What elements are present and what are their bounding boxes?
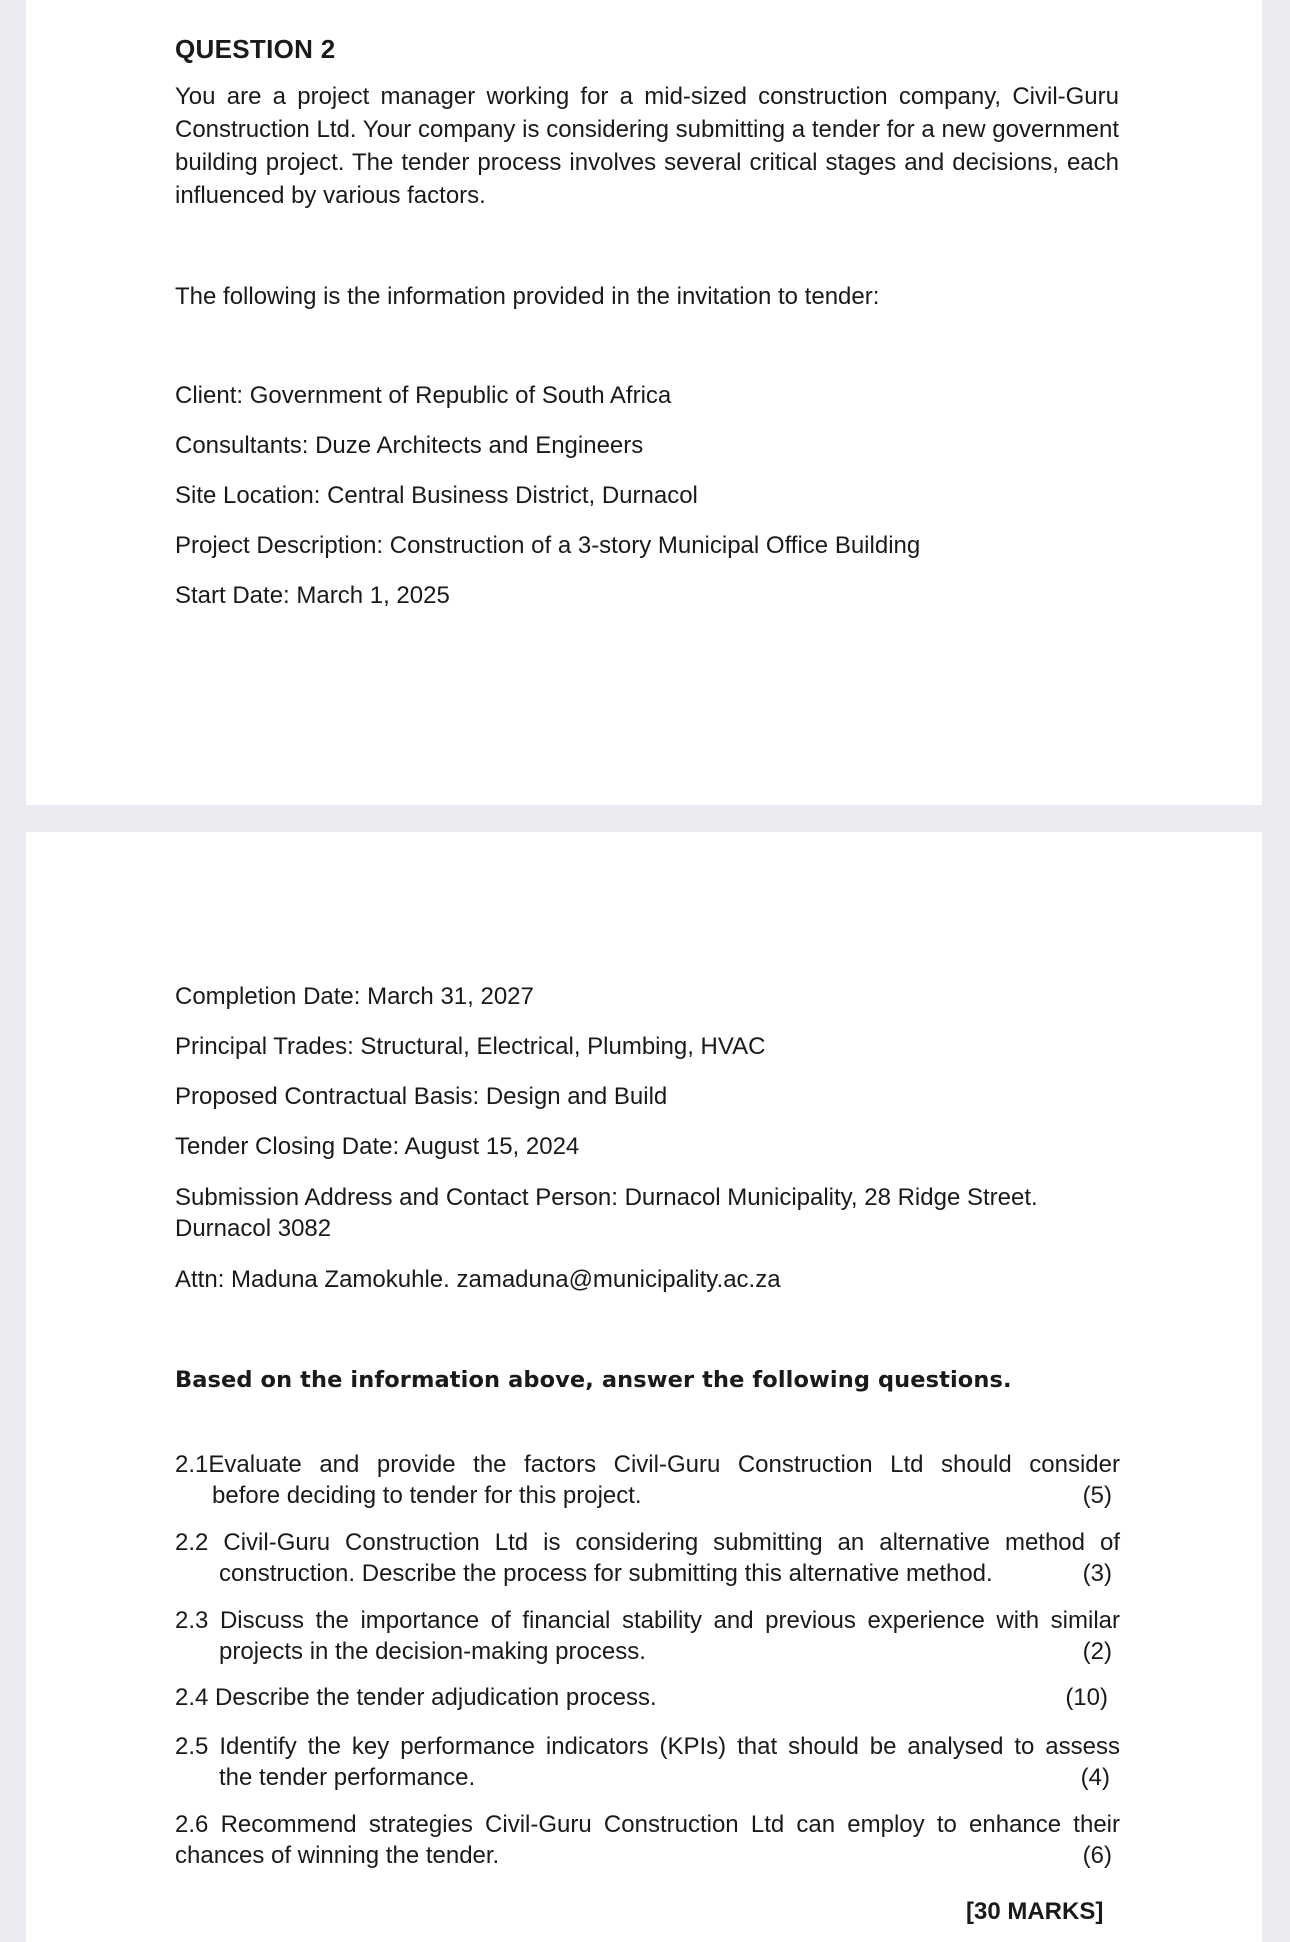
question-marks: (5): [1082, 1482, 1112, 1509]
question-number: 2.4: [175, 1684, 209, 1711]
question-2-4: [175, 1682, 1120, 1713]
question-2-1: [175, 1449, 1120, 1511]
question-2-3: [175, 1605, 1120, 1667]
answer-instruction: Based on the information above, answer the following questions.: [175, 1367, 1012, 1393]
field-consultants: Consultants: Duze Architects and Engineers: [175, 432, 644, 459]
field-tender-closing-date: Tender Closing Date: August 15, 2024: [175, 1133, 580, 1160]
field-completion-date: Completion Date: March 31, 2027: [175, 983, 534, 1010]
question-number: 2.2: [175, 1529, 209, 1556]
question-text: Describe the tender adjudication process.: [215, 1684, 657, 1711]
question-text: Discuss the importance of financial stability and previous experience with similar: [219, 1607, 1120, 1634]
field-submission-address: Submission Address and Contact Person: Durnacol Municipality, 28 Ridge Street.: [175, 1184, 1038, 1211]
field-contractual-basis: Proposed Contractual Basis: Design and Build: [175, 1083, 668, 1110]
question-heading: QUESTION 2: [175, 34, 336, 64]
question-text-cont: projects in the decision-making process.: [219, 1638, 646, 1665]
question-text-cont: the tender performance.: [219, 1764, 476, 1791]
question-text: Evaluate and provide the factors Civil-Guru Construction Ltd should consider: [208, 1451, 1120, 1478]
question-number: 2.6: [175, 1811, 209, 1838]
document-page-1: [26, 0, 1262, 805]
question-2-6: [175, 1809, 1120, 1871]
field-start-date: Start Date: March 1, 2025: [175, 582, 450, 609]
field-attention: Attn: Maduna Zamokuhle. zamaduna@municipality.ac.za: [175, 1266, 781, 1293]
scenario-paragraph: You are a project manager working for a mid-sized construction company, Civil-Guru Construction Ltd. Your company is considering submitting a tender for a new government building project. The tender process involves several critical stages and decisions, each influenced by various factors.: [175, 83, 1119, 209]
question-text-cont: before deciding to tender for this project.: [212, 1482, 642, 1509]
question-text: Civil-Guru Construction Ltd is considering submitting an alternative method of: [223, 1529, 1121, 1556]
question-number: 2.1: [175, 1451, 209, 1478]
question-2-5: [175, 1731, 1120, 1793]
field-client: Client: Government of Republic of South Africa: [175, 382, 672, 409]
question-marks: (10): [1065, 1684, 1108, 1711]
question-marks: (3): [1082, 1560, 1112, 1587]
field-project-description: Project Description: Construction of a 3-story Municipal Office Building: [175, 532, 921, 559]
question-number: 2.3: [175, 1607, 209, 1634]
field-site-location: Site Location: Central Business District, Durnacol: [175, 482, 698, 509]
question-marks: (2): [1082, 1638, 1112, 1665]
total-marks: [30 MARKS]: [966, 1898, 1104, 1925]
question-text-cont: construction. Describe the process for submitting this alternative method.: [219, 1560, 993, 1587]
field-principal-trades: Principal Trades: Structural, Electrical, Plumbing, HVAC: [175, 1033, 766, 1060]
question-text: Identify the key performance indicators (KPIs) that should be analysed to assess: [219, 1733, 1121, 1760]
question-2-2: [175, 1527, 1120, 1589]
question-marks: (6): [1082, 1842, 1112, 1869]
field-submission-address-cont: Durnacol 3082: [175, 1215, 332, 1242]
question-marks: (4): [1080, 1764, 1110, 1791]
document-page-2: [26, 832, 1262, 1942]
question-text: Recommend strategies Civil-Guru Construction Ltd can employ to enhance their: [220, 1811, 1120, 1838]
question-text-cont: chances of winning the tender.: [175, 1842, 500, 1869]
invitation-lead: The following is the information provided in the invitation to tender:: [175, 283, 880, 310]
question-number: 2.5: [175, 1733, 209, 1760]
